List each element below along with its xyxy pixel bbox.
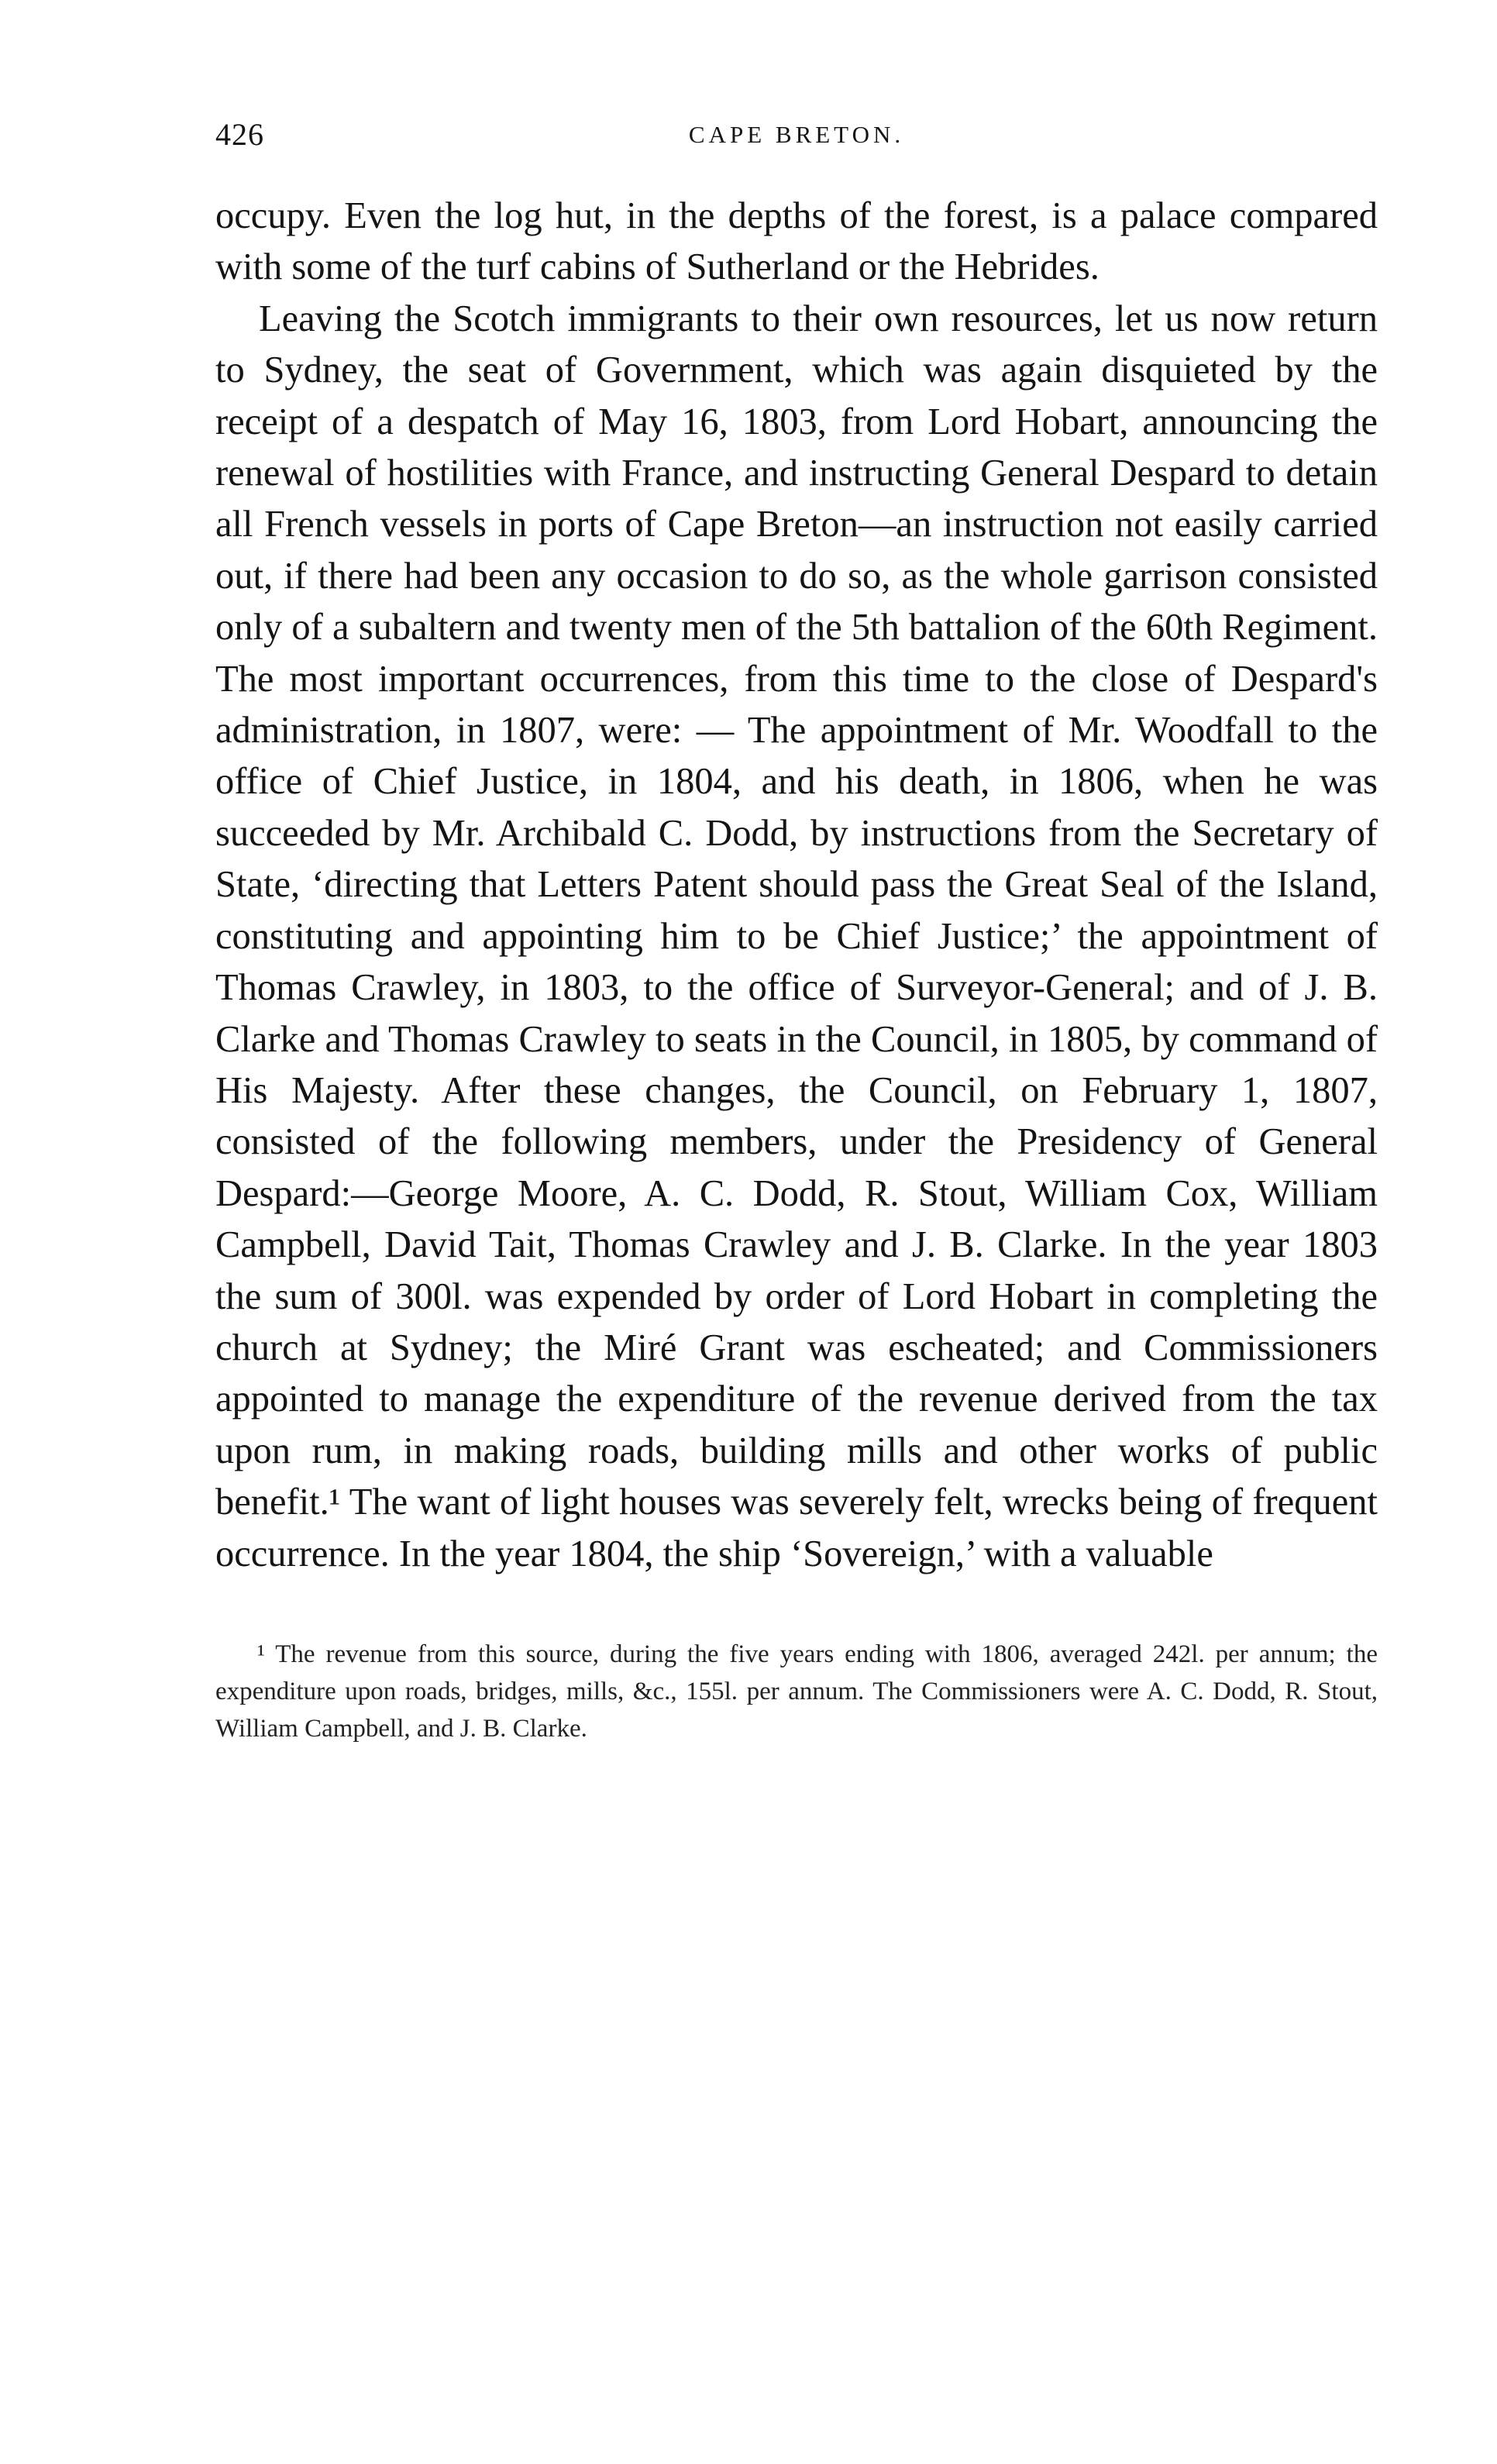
running-head bbox=[215, 116, 1378, 163]
body-text bbox=[215, 191, 1378, 1580]
paragraph-main: Leaving the Scotch immigrants to their own resources, let us now return to Sydney, the seat of Government, which was again disquieted by the receipt of a despatch of May 16, 1803, from Lord Hobart, announcing the renewal of hostilities with France, and instructing General Despard to detain all French vessels in ports of Cape Breton—an instruction not easily carried out, if there had been any occasion to do so, as the whole garrison consisted only of a subaltern and twenty men of the 5th battalion of the 60th Regiment. The most important occurrences, from this time to the close of Despard's administration, in 1807, were: — The appointment of Mr. Woodfall to the office of Chief Justice, in 1804, and his death, in 1806, when he was succeeded by Mr. Archibald C. Dodd, by instructions from the Secretary of State, ‘directing that Letters Patent should pass the Great Seal of the Island, constituting and appointing him to be Chief Justice;’ the appointment of Thomas Crawley, in 1803, to the office of Surveyor-General; and of J. B. Clarke and Thomas Crawley to seats in the Council, in 1805, by command of His Majesty. After these changes, the Council, on February 1, 1807, consisted of the following members, under the Presidency of General Despard:—George Moore, A. C. Dodd, R. Stout, William Cox, William Campbell, David Tait, Thomas Crawley and J. B. Clarke. In the year 1803 the sum of 300l. was expended by order of Lord Hobart in completing the church at Sydney; the Miré Grant was escheated; and Commissioners appointed to manage the expenditure of the revenue derived from the tax upon rum, in making roads, building mills and other works of public benefit.¹ The want of light houses was severely felt, wrecks being of frequent occurrence. In the year 1804, the ship ‘Sovereign,’ with a valuable bbox=[215, 298, 1378, 1574]
book-page bbox=[215, 116, 1378, 1747]
paragraph-continued: occupy. Even the log hut, in the depths of the forest, is a palace compared with some of the turf cabins of Sutherland or the Hebrides. bbox=[215, 195, 1378, 288]
footnotes bbox=[215, 1636, 1378, 1747]
page-number: 426 bbox=[215, 117, 264, 152]
footnote-1: ¹ The revenue from this source, during the five years ending with 1806, averaged 242l. per annum; the expenditure upon roads, bridges, mills, &c., 155l. per annum. The Commissioners were A. C. Dodd, R. Stout, William Campbell, and J. B. Clarke. bbox=[215, 1640, 1378, 1743]
running-title: CAPE BRETON. bbox=[688, 121, 905, 148]
